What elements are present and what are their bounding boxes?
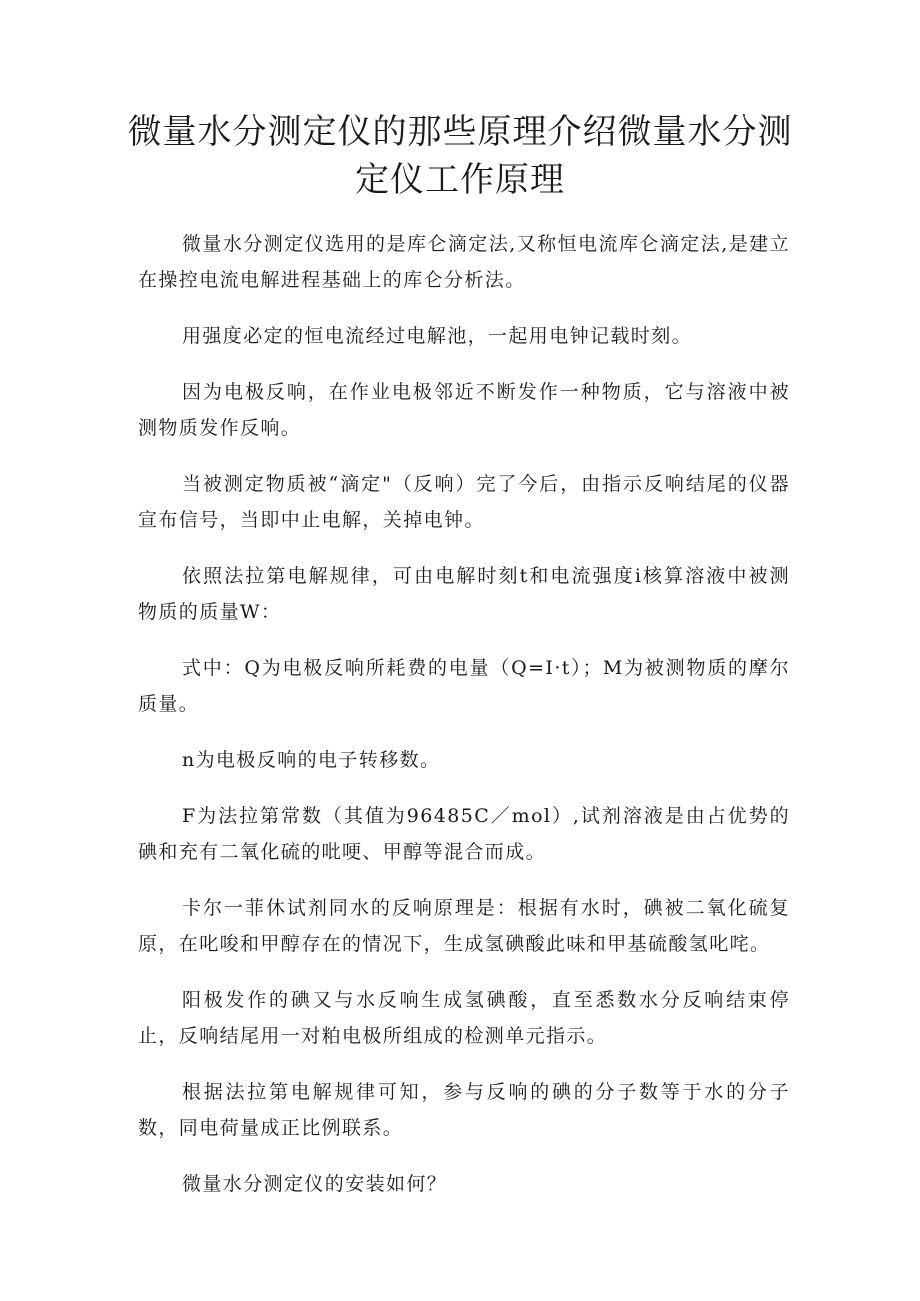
- paragraph-8: F为法拉第常数（其值为96485C／mol）,试剂溶液是由占优势的碘和充有二氧化硫的吡哽、甲醇等混合而成。: [138, 805, 790, 863]
- paragraph-5: 依照法拉第电解规律，可由电解时刻t和电流强度i核算溶液中被测物质的质量W：: [138, 565, 790, 623]
- paragraph-7: n为电极反响的电子转移数。: [182, 749, 441, 771]
- paragraph-10: 阳极发作的碘又与水反响生成氢碘酸，直至悉数水分反响结束停止，反响结尾用一对粕电极所组成的检测单元指示。: [138, 989, 790, 1047]
- paragraph-12: 微量水分测定仪的安装如何？: [182, 1173, 448, 1195]
- paragraph-2: 用强度必定的恒电流经过电解池，一起用电钟记载时刻。: [182, 325, 693, 347]
- paragraph-11: 根据法拉第电解规律可知，参与反响的碘的分子数等于水的分子数，同电荷量成正比例联系。: [138, 1081, 790, 1139]
- paragraph-4: 当被测定物质被“滴定"（反响）完了今后，由指示反响结尾的仪器宣布信号，当即中止电解，关掉电钟。: [138, 473, 790, 531]
- document-title: 微量水分测定仪的那些原理介绍微量水分测定仪工作原理: [127, 112, 793, 200]
- paragraph-1: 微量水分测定仪选用的是库仑滴定法,又称恒电流库仑滴定法,是建立在操控电流电解进程基础上的库仑分析法。: [138, 233, 790, 291]
- paragraph-6: 式中：Q为电极反响所耗费的电量（Q=I·t）；M为被测物质的摩尔质量。: [138, 657, 790, 715]
- document-body: [138, 226, 790, 1222]
- paragraph-3: 因为电极反响，在作业电极邻近不断发作一种物质，它与溶液中被测物质发作反响。: [138, 381, 790, 439]
- paragraph-9: 卡尔一菲休试剂同水的反响原理是：根据有水时，碘被二氧化硫复原，在叱唆和甲醇存在的情况下，生成氢碘酸此味和甲基硫酸氢叱咤。: [138, 897, 790, 955]
